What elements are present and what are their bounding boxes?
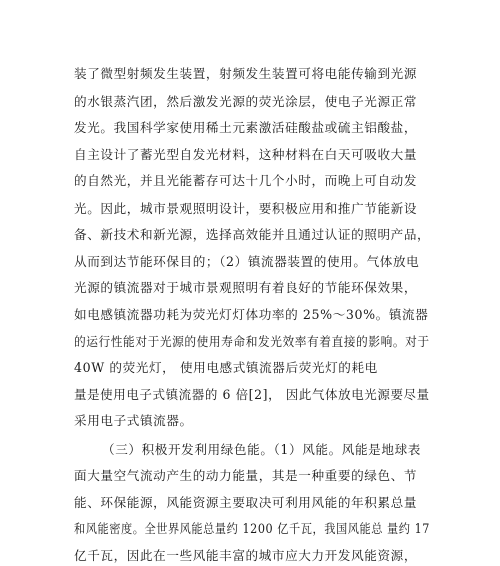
text-line: 的运行性能对于光源的使用寿命和发光效率有着直接的影响。对于 (74, 333, 430, 349)
text-line: 采用电子式镇流器。 (74, 413, 193, 429)
text-line: 面大量空气流动产生的动力能量，其是一种重要的绿色、节 (74, 468, 418, 484)
text-line: 自主设计了蓄光型自发光材料，这种材料在白天可吸收大量 (74, 146, 418, 162)
text-line: 40W 的荧光灯， 使用电感式镇流器后荧光灯的耗电 (74, 360, 378, 376)
section-heading-line: （三）积极开发利用绿色能。（1）风能。风能是地球表 (102, 441, 421, 457)
text-line: 的自然光，并且光能蓄存可达十几个小时，而晚上可自动发 (74, 173, 418, 189)
text-line: 备、新技术和新光源，选择高效能并且通过认证的照明产品， (74, 227, 431, 243)
text-line: 亿千瓦，因此在一些风能丰富的城市应大力开发风能资源， (74, 548, 418, 563)
text-line: 光源的镇流器对于城市景观照明有着良好的节能环保效果， (74, 280, 418, 296)
text-line: 和风能密度。全世界风能总量约 1200 亿千瓦，我国风能总 量约 17 (74, 521, 430, 537)
text-line: 的水银蒸汽团，然后激发光源的荧光涂层，使电子光源正常 (74, 93, 418, 109)
text-line: 能、环保能源，风能资源主要取决可利用风能的年积累总量 (74, 494, 418, 510)
text-line: 光。因此，城市景观照明设计，要积极应用和推广节能新设 (74, 200, 418, 216)
text-line: 如电感镇流器功耗为荧光灯灯体功率的 25%～30%。镇流器 (74, 307, 429, 322)
text-line: 从而到达节能环保目的；（2）镇流器装置的使用。气体放电 (74, 253, 420, 269)
text-line: 发光。我国科学家使用稀土元素激活硅酸盐或硫主铝酸盐， (74, 120, 418, 136)
text-line: 量是使用电子式镇流器的 6 倍[2]， 因此气体放电光源要尽量 (74, 386, 430, 402)
text-line: 装了微型射频发生装置，射频发生装置可将电能传输到光源 (74, 66, 418, 81)
